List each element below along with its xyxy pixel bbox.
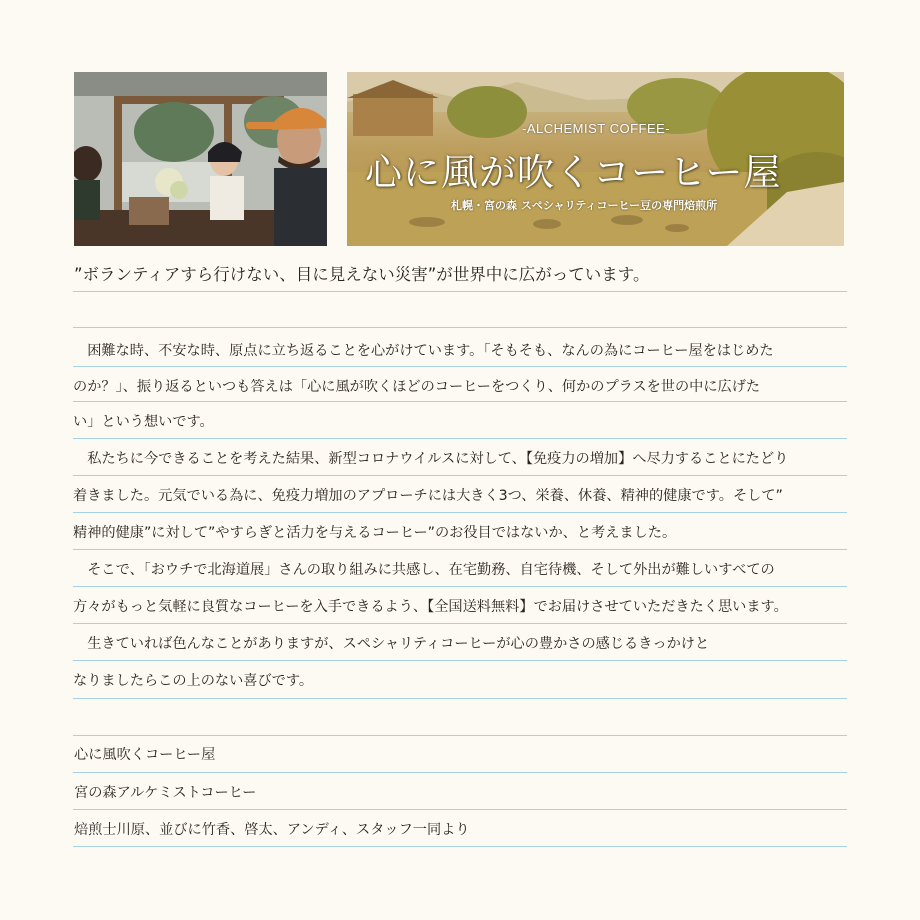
- divider: [73, 623, 847, 624]
- signature-company: 宮の森アルケミストコーヒー: [74, 785, 257, 801]
- body-line: のか？」、振り返るといつも答えは「心に風が吹くほどのコーヒーをつくり、何かのプラスを世の中に広げた: [73, 379, 761, 395]
- body-line: そこで、「おウチで北海道展」さんの取り組みに共感し、在宅勤務、自宅待機、そして外出が難しいすべての: [73, 562, 775, 578]
- body-line: 方々がもっと気軽に良質なコーヒーを入手できるよう、【全国送料無料】でお届けさせていただきたく思います。: [73, 599, 788, 615]
- signature-shop-name: 心に風吹くコーヒー屋: [74, 747, 216, 763]
- body-line: 精神的健康”に対して”やすらぎと活力を与えるコーヒー”のお役目ではないか、と考えました。: [73, 525, 677, 541]
- divider: [73, 291, 847, 292]
- body-line: 生きていれば色んなことがありますが、スペシャリティコーヒーが心の豊かさの感じるきっかけと: [73, 636, 710, 652]
- banner-tagline: 札幌・宮の森 スペシャリティコーヒー豆の専門焙煎所: [451, 199, 718, 212]
- alchemist-coffee-banner: [347, 72, 844, 246]
- cafe-staff-photo: [74, 72, 327, 246]
- divider: [73, 846, 847, 847]
- body-line: 私たちに今できることを考えた結果、新型コロナウイルスに対して、【免疫力の増加】へ尽力することにたどり: [73, 451, 789, 467]
- body-line: なりましたらこの上のない喜びです。: [73, 673, 314, 689]
- divider: [73, 735, 847, 736]
- divider: [73, 660, 847, 661]
- divider: [73, 401, 847, 402]
- divider: [73, 366, 847, 367]
- divider: [73, 809, 847, 810]
- banner-subtitle: -ALCHEMIST COFFEE-: [522, 121, 671, 136]
- divider: [73, 327, 847, 328]
- divider: [73, 772, 847, 773]
- banner-title: 心に風が吹くコーヒー屋: [365, 151, 782, 194]
- divider: [73, 586, 847, 587]
- divider: [73, 475, 847, 476]
- divider: [73, 438, 847, 439]
- headline: ”ボランティアすら行けない、目に見えない災害”が世界中に広がっています。: [74, 265, 650, 284]
- divider: [73, 512, 847, 513]
- signature-staff: 焙煎士川原、並びに竹香、啓太、アンディ、スタッフ一同より: [74, 822, 470, 838]
- body-line: い」という想いです。: [73, 414, 214, 430]
- divider: [73, 549, 847, 550]
- body-line: 困難な時、不安な時、原点に立ち返ることを心がけています。「そもそも、なんの為にコーヒー屋をはじめた: [73, 343, 774, 359]
- divider: [73, 698, 847, 699]
- body-line: 着きました。元気でいる為に、免疫力増加のアプローチには大きく3つ、栄養、休養、精神的健康です。そして”: [73, 488, 783, 504]
